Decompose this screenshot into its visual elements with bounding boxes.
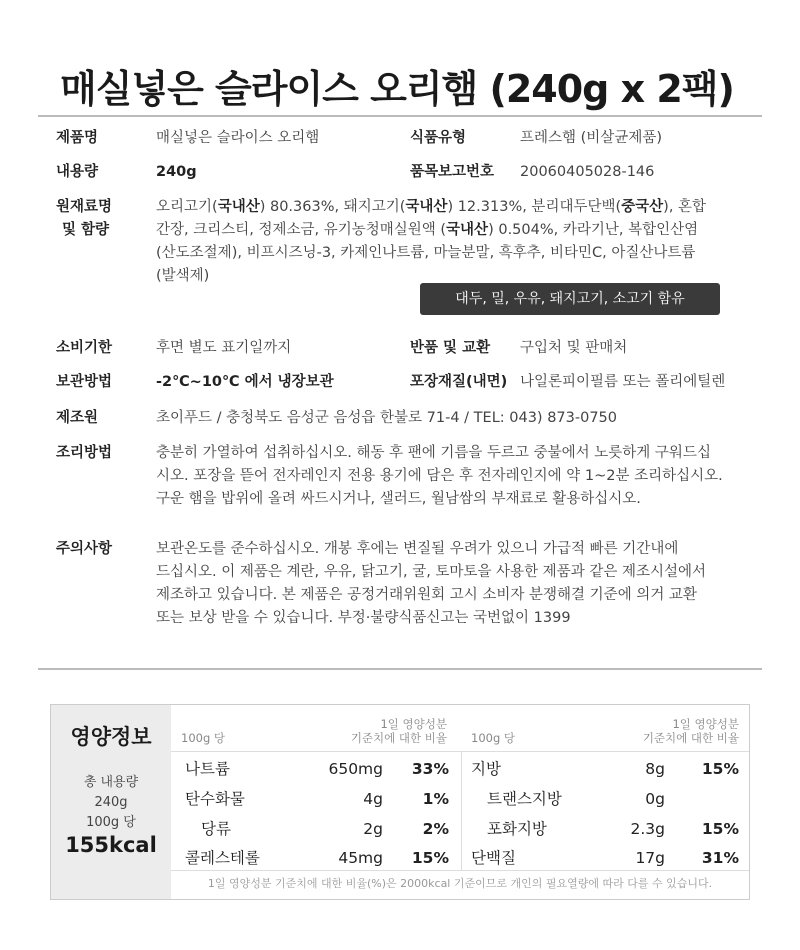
ingredients-text-part: ) 0.504%, 카라기난, 복합인산염 — [488, 222, 699, 238]
expiry-value: 후면 별도 표기일까지 — [156, 340, 292, 356]
caution-text — [156, 538, 760, 630]
ingredients-label — [56, 196, 112, 242]
nutrient-name: 포화지방 — [487, 820, 547, 838]
caution-line: 또는 보상 받을 수 있습니다. 부정·불량식품신고는 국번없이 1399 — [156, 610, 571, 626]
col-daily-right — [621, 717, 739, 745]
total-label: 총 내용량 — [83, 775, 139, 790]
nutrient-pct: 33% — [411, 760, 449, 778]
origin-highlight: 국내산 — [446, 222, 489, 238]
nutrition-footnote: 1일 영양성분 기준치에 대한 비율(%)은 2000kcal 기준이므로 개인의 필요열량에 따라 다를 수 있습니다. — [207, 877, 713, 890]
divider — [461, 751, 462, 870]
storage-label: 보관방법 — [56, 374, 113, 390]
nutrient-pct: 15% — [701, 820, 739, 838]
ingredients-text-part: ), 혼합 — [663, 199, 707, 215]
cooking-line: 시오. 포장을 뜯어 전자레인지 전용 용기에 담은 후 전자레인지에 약 1~2분 조리하십시오. — [156, 468, 723, 484]
col-daily-line: 1일 영양성분 — [672, 717, 739, 731]
ingredients-text-part: (발색제) — [156, 268, 210, 284]
nutrient-name: 단백질 — [471, 849, 516, 867]
cooking-text — [156, 442, 760, 511]
nutrient-pct: 2% — [422, 820, 449, 838]
product-name: 매실넣은 슬라이스 오리햄 — [156, 130, 320, 146]
page-title: 매실넣은 슬라이스 오리햄 (240g x 2팩) — [60, 67, 734, 111]
expiry-label: 소비기한 — [56, 340, 113, 356]
nutrient-pct: 1% — [422, 790, 449, 808]
cooking-row — [56, 442, 760, 522]
nutrient-pct: 15% — [411, 849, 449, 867]
ingredients-text-part: 오리고기( — [156, 199, 218, 215]
divider — [38, 115, 762, 117]
food-type: 프레스햄 (비살균제품) — [520, 130, 662, 146]
ingredients-text — [156, 196, 760, 288]
ingredients-label-line2: 및 함량 — [62, 222, 110, 238]
return-value: 구입처 및 판매처 — [520, 340, 628, 356]
nutrient-name: 트랜스지방 — [487, 790, 562, 808]
divider — [171, 751, 749, 752]
ingredients-text-part: ) 12.313%, 분리대두단백( — [447, 199, 622, 215]
packaging-value: 나일론피이필름 또는 폴리에틸렌 — [520, 374, 726, 390]
per-label: 100g 당 — [86, 815, 136, 830]
report-no: 20060405028-146 — [520, 164, 655, 180]
cooking-label: 조리방법 — [56, 445, 113, 461]
origin-highlight: 중국산 — [621, 199, 664, 215]
total-amount: 240g — [94, 795, 128, 810]
origin-highlight: 국내산 — [217, 199, 260, 215]
nutrient-amount: 0g — [645, 790, 665, 808]
kcal-value: 155kcal — [65, 833, 157, 857]
ingredients-text-part: ) 80.363%, 돼지고기( — [259, 199, 406, 215]
col-per-left: 100g 당 — [181, 731, 226, 745]
caution-line: 제조하고 있습니다. 본 제품은 공정거래위원회 고시 소비자 분쟁해결 기준에 의거 교환 — [156, 587, 697, 603]
nutrient-amount: 2.3g — [630, 820, 665, 838]
cooking-line: 구운 햄을 밥위에 올려 싸드시거나, 샐러드, 월남쌈의 부재료로 활용하십시오. — [156, 491, 641, 507]
nutrient-pct: 15% — [701, 760, 739, 778]
ingredients-text-part: (산도조절제), 비프시즈닝-3, 카제인나트륨, 마늘분말, 흑후추, 비타민C, 아질산나트륨 — [156, 245, 696, 261]
caution-label: 주의사항 — [56, 541, 113, 557]
maker-value: 초이푸드 / 충청북도 음성군 음성읍 한불로 71-4 / TEL: 043) 873-0750 — [156, 410, 618, 426]
col-daily-line: 기준치에 대한 비율 — [642, 731, 739, 745]
nutrition-table — [50, 704, 750, 900]
nutrient-name: 콜레스테롤 — [185, 849, 260, 867]
maker-label: 제조원 — [56, 410, 99, 426]
nutrient-amount: 650mg — [328, 760, 383, 778]
col-daily-line: 기준치에 대한 비율 — [350, 731, 447, 745]
caution-row — [56, 538, 760, 638]
ingredients-row — [56, 196, 760, 296]
nutrient-name: 당류 — [201, 820, 231, 838]
allergen-badge: 대두, 밀, 우유, 돼지고기, 소고기 함유 — [420, 283, 720, 315]
nutrition-title: 영양정보 — [70, 725, 152, 749]
content-value: 240g — [156, 164, 197, 180]
nutrient-name: 지방 — [471, 760, 501, 778]
col-daily-left — [331, 717, 447, 745]
nutrient-pct: 31% — [701, 849, 739, 867]
nutrient-amount: 2g — [363, 820, 383, 838]
ingredients-text-part: 간장, 크리스티, 정제소금, 유기농청매실원액 ( — [156, 222, 447, 238]
nutrient-amount: 8g — [645, 760, 665, 778]
nutrient-amount: 4g — [363, 790, 383, 808]
storage-value: -2℃~10℃ 에서 냉장보관 — [156, 374, 334, 390]
caution-line: 보관온도를 준수하십시오. 개봉 후에는 변질될 우려가 있으니 가급적 빠른 기간내에 — [156, 541, 679, 557]
col-per-right: 100g 당 — [471, 731, 516, 745]
report-no-label: 품목보고번호 — [410, 164, 495, 180]
origin-highlight: 국내산 — [405, 199, 448, 215]
ingredients-label-line1: 원재료명 — [56, 199, 113, 215]
product-name-label: 제품명 — [56, 130, 99, 146]
nutrient-name: 탄수화물 — [185, 790, 245, 808]
nutrient-name: 나트륨 — [185, 760, 230, 778]
nutrient-amount: 17g — [635, 849, 665, 867]
cooking-line: 충분히 가열하여 섭취하십시오. 해동 후 팬에 기름을 두르고 중불에서 노릇하게 구워드십 — [156, 445, 711, 461]
divider — [38, 668, 762, 670]
nutrition-summary — [51, 705, 171, 899]
caution-line: 드십시오. 이 제품은 계란, 우유, 닭고기, 굴, 토마토을 사용한 제품과 같은 제조시설에서 — [156, 564, 706, 580]
divider — [171, 870, 749, 871]
col-daily-line: 1일 영양성분 — [380, 717, 447, 731]
content-label: 내용량 — [56, 164, 99, 180]
nutrient-amount: 45mg — [338, 849, 383, 867]
return-label: 반품 및 교환 — [410, 340, 491, 356]
food-type-label: 식품유형 — [410, 130, 467, 146]
packaging-label: 포장재질(내면) — [410, 374, 508, 390]
